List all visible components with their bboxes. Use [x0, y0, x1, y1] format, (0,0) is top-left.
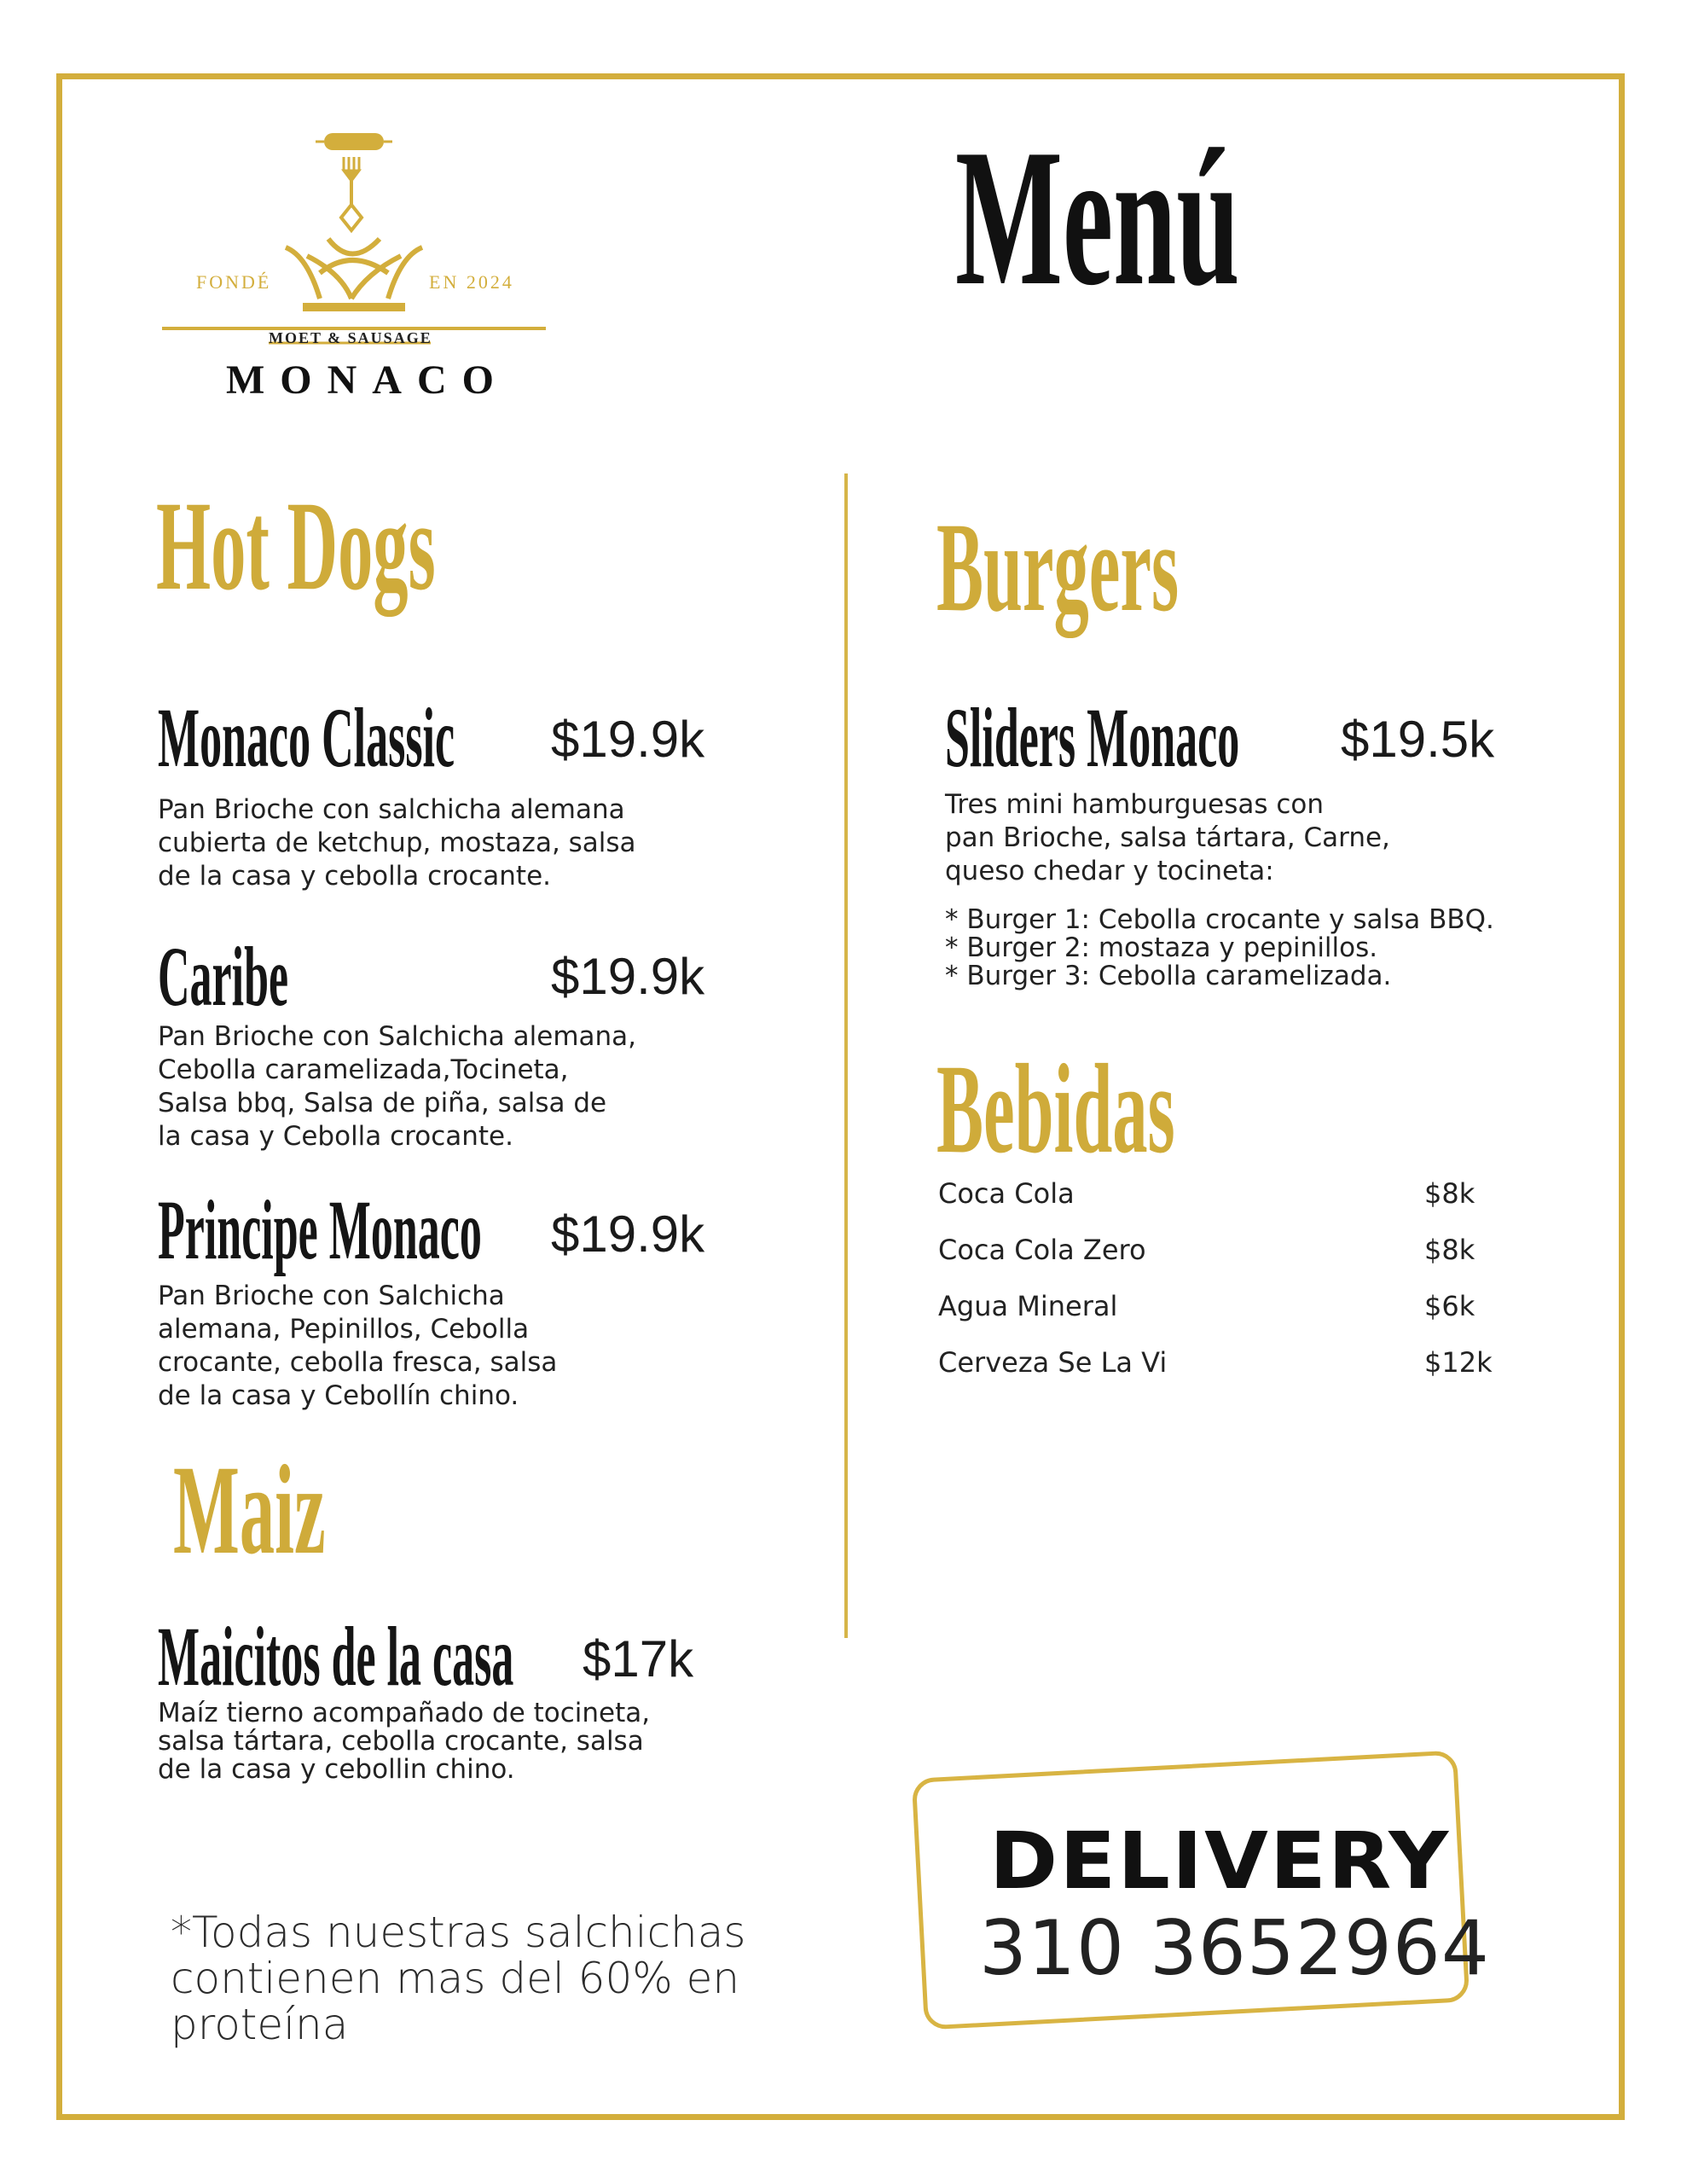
- list-item: [938, 1346, 1493, 1403]
- section-heading-hot-dogs: Hot Dogs: [156, 475, 436, 617]
- drink-name: Coca Cola: [938, 1177, 1075, 1210]
- desc-line: de la casa y Cebollín chino.: [158, 1380, 519, 1411]
- item-name-principe-monaco: Principe Monaco: [158, 1182, 482, 1277]
- desc-line: Tres mini hamburguesas con: [945, 789, 1325, 820]
- bullet-item: * Burger 3: Cebolla caramelizada.: [945, 962, 1494, 990]
- protein-note: *Todas nuestras salchichas contienen mas del 60% en proteína: [171, 1908, 746, 2049]
- list-item: [938, 1234, 1484, 1290]
- item-price-maicitos: $17k: [583, 1630, 694, 1687]
- desc-line: Pan Brioche con Salchicha: [158, 1281, 505, 1311]
- item-price-principe-monaco: $19.9k: [551, 1205, 705, 1263]
- desc-line: de la casa y cebolla crocante.: [158, 861, 551, 892]
- desc-line: cubierta de ketchup, mostaza, salsa: [158, 828, 636, 858]
- sliders-bullet-list: [945, 906, 1494, 990]
- list-item: [938, 1290, 1484, 1346]
- desc-line: queso chedar y tocineta:: [945, 856, 1274, 886]
- drink-price: $12k: [1424, 1346, 1493, 1379]
- drink-name: Cerveza Se La Vi: [938, 1346, 1168, 1379]
- desc-line: Maíz tierno acompañado de tocineta,: [158, 1698, 651, 1728]
- item-price-monaco-classic: $19.9k: [551, 711, 705, 768]
- desc-line: crocante, cebolla fresca, salsa: [158, 1347, 558, 1378]
- logo: [158, 128, 550, 410]
- page-title: Menú: [955, 108, 1240, 326]
- drinks-list: [938, 1177, 1493, 1403]
- section-heading-bebidas: Bebidas: [936, 1038, 1175, 1180]
- list-item: [938, 1177, 1484, 1234]
- item-desc-monaco-classic: [158, 793, 636, 893]
- item-desc-principe-monaco: [158, 1280, 557, 1413]
- desc-line: la casa y Cebolla crocante.: [158, 1121, 513, 1152]
- item-name-sliders-monaco: Sliders Monaco: [945, 690, 1240, 785]
- delivery-label: DELIVERY: [989, 1815, 1451, 1907]
- crown-sausage-icon: [158, 128, 550, 350]
- bullet-item: * Burger 1: Cebolla crocante y salsa BBQ.: [945, 906, 1494, 934]
- item-desc-maicitos: [158, 1699, 650, 1784]
- section-heading-maiz: Maiz: [173, 1439, 326, 1581]
- section-heading-burgers: Burgers: [936, 497, 1180, 638]
- item-desc-sliders-monaco: [945, 788, 1390, 888]
- item-name-maicitos: Maicitos de la casa: [158, 1609, 514, 1704]
- desc-line: pan Brioche, salsa tártara, Carne,: [945, 822, 1390, 853]
- item-price-caribe: $19.9k: [551, 948, 705, 1005]
- desc-line: Cebolla caramelizada,Tocineta,: [158, 1054, 569, 1085]
- bullet-item: * Burger 2: mostaza y pepinillos.: [945, 934, 1494, 962]
- delivery-phone: 310 3652964: [979, 1904, 1490, 1992]
- drink-price: $8k: [1424, 1234, 1475, 1266]
- item-desc-caribe: [158, 1020, 636, 1153]
- drink-price: $6k: [1424, 1290, 1475, 1322]
- desc-line: salsa tártara, cebolla crocante, salsa: [158, 1726, 644, 1757]
- desc-line: Pan Brioche con Salchicha alemana,: [158, 1021, 637, 1052]
- column-divider: [844, 473, 848, 1638]
- desc-line: Salsa bbq, Salsa de piña, salsa de: [158, 1088, 607, 1118]
- desc-line: de la casa y cebollin chino.: [158, 1754, 515, 1785]
- logo-founded-left: FONDÉ: [196, 271, 272, 293]
- drink-price: $8k: [1424, 1177, 1475, 1210]
- desc-line: Pan Brioche con salchicha alemana: [158, 794, 625, 825]
- drink-name: Agua Mineral: [938, 1290, 1118, 1322]
- drink-name: Coca Cola Zero: [938, 1234, 1146, 1266]
- item-name-monaco-classic: Monaco Classic: [158, 690, 455, 785]
- logo-subtitle: MOET & SAUSAGE: [269, 329, 432, 346]
- desc-line: alemana, Pepinillos, Cebolla: [158, 1314, 530, 1345]
- item-price-sliders-monaco: $19.5k: [1341, 711, 1495, 768]
- logo-name: MONACO: [226, 357, 509, 403]
- item-name-caribe: Caribe: [158, 929, 289, 1024]
- logo-founded-right: EN 2024: [429, 271, 514, 293]
